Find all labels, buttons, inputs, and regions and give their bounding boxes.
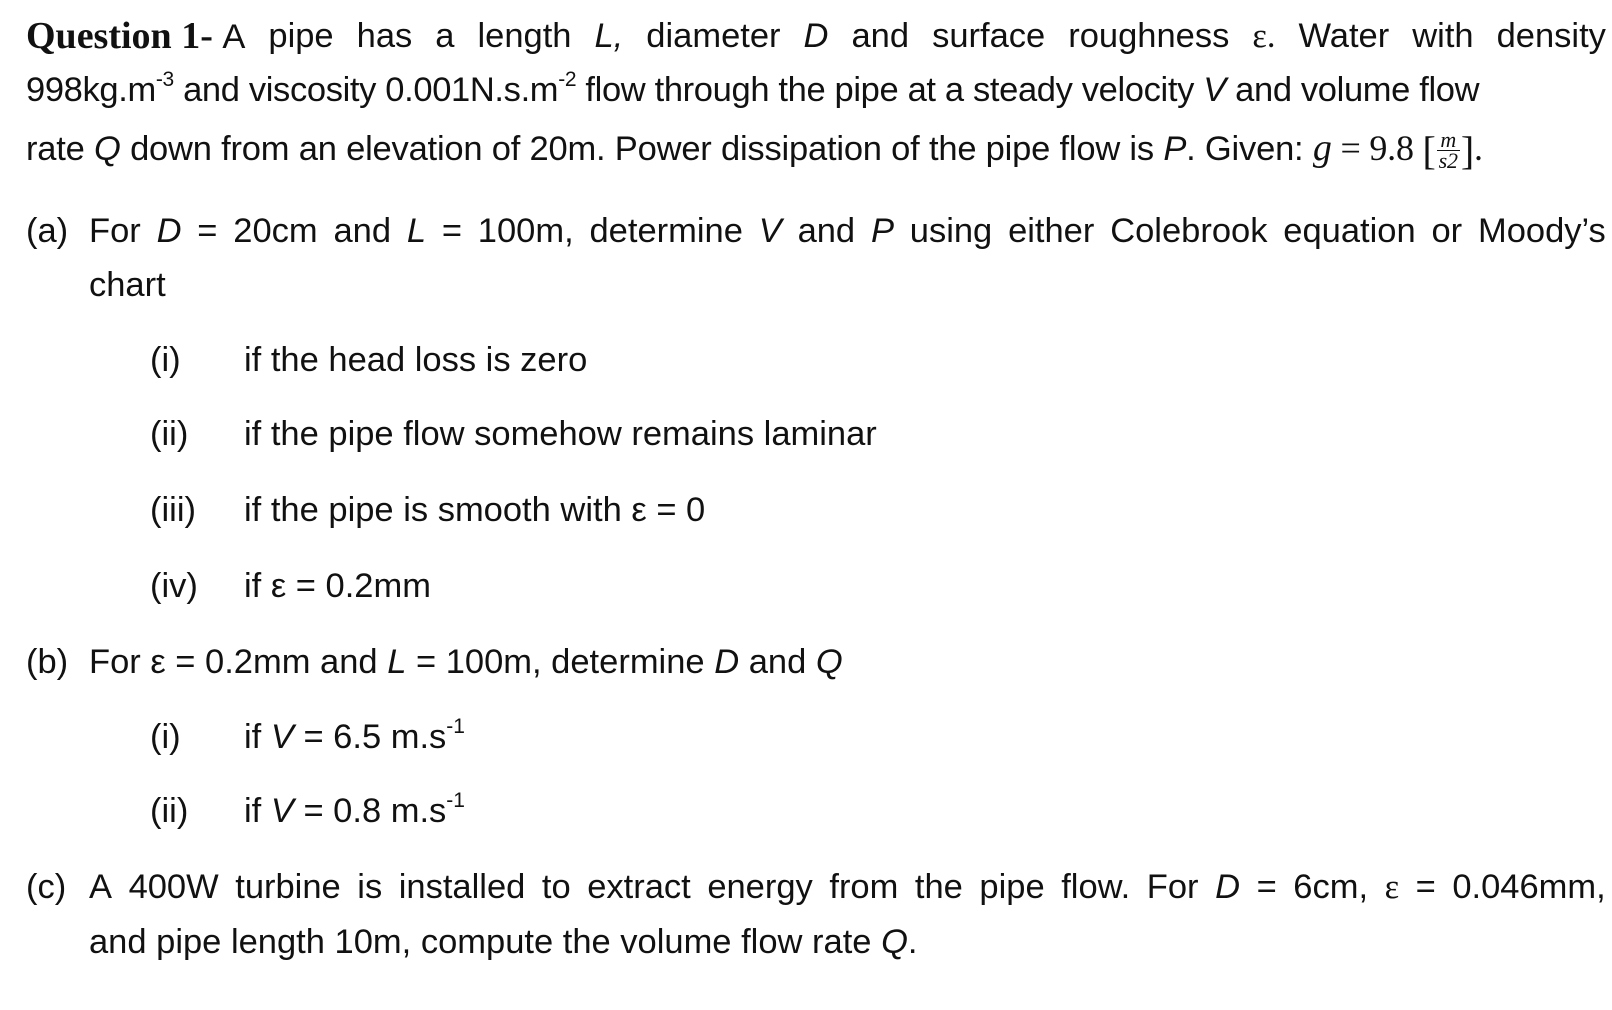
part-a-word: L [406,212,427,250]
velocity-exponent: -1 [446,715,465,738]
part-a-word: = [441,212,462,250]
gravity-unit-fraction [1437,127,1460,174]
velocity-symbol: V [1203,71,1226,109]
part-c-word: from [829,868,899,906]
density-value: 998kg.m [26,71,156,109]
part-c-label: (c) [26,868,67,906]
right-bracket: ] [1460,127,1474,173]
part-c-word: = [1415,868,1436,906]
part-c-word: installed [398,868,526,906]
part-c-line-1 [89,865,1606,909]
part-c-word: 6cm, [1293,868,1369,906]
part-b-item-label: (i) [150,718,181,756]
part-c-word: D [1215,868,1241,906]
intro-word: pipe [268,17,334,55]
question-line-3 [26,126,1483,173]
part-b-text [89,640,843,684]
intro-word: surface [932,17,1046,55]
part-c-word: A [89,868,113,906]
part-c-line-2 [89,920,918,964]
part-c-word: flow. [1061,868,1131,906]
rate-text: rate [26,130,95,168]
intro-word: L, [594,17,624,55]
velocity-symbol: V [270,792,294,830]
part-b-pre: For ε = 0.2mm and [89,643,388,681]
intro-word: Water [1298,17,1390,55]
part-a-item-text: if ε = 0.2mm [244,567,431,605]
intro-word: length [477,17,572,55]
part-a-line-1 [89,209,1606,253]
viscosity-exponent: -2 [558,68,577,91]
part-a-word: using [909,212,993,250]
part-a-word: and [797,212,856,250]
part-a-word: or [1431,212,1463,250]
item-pre: if [244,792,271,830]
question-dash: - [200,15,223,57]
part-b-item-text [244,789,465,833]
part-c-word: to [541,868,571,906]
part-a-line-2: chart [89,266,166,304]
intro-word: A [222,18,246,56]
part-a-word: either [1008,212,1095,250]
question-title: Question 1 [26,15,201,57]
part-a-word: and [333,212,392,250]
velocity-exponent: -1 [446,789,465,812]
diameter-symbol: D [714,643,740,681]
part-b-mid: = 100m, determine [406,643,715,681]
part-c-word: energy [707,868,813,906]
intro-word: D [803,17,829,55]
part-a-item-label: (i) [150,341,181,379]
flow-rate-symbol: Q [815,643,843,681]
unit-numerator: m [1437,130,1460,151]
part-a-item-text: if the pipe flow somehow remains laminar [244,415,877,453]
viscosity-text: and viscosity 0.001N.s.m [173,71,559,109]
given-text: . Given: [1186,130,1313,168]
elevation-text: down from an elevation of 20m. Power dissipation of the pipe flow is [120,130,1164,168]
intro-word: ε. [1252,17,1276,55]
velocity-symbol: V [270,718,294,756]
part-a-word: equation [1283,212,1416,250]
flow-text: flow through the pipe at a steady velocity [576,71,1204,109]
length-symbol: L [387,643,407,681]
part-a-word: 100m, [477,212,574,250]
part-c-word: 400W [128,868,219,906]
part-c-word: the [914,868,963,906]
question-heading [26,14,245,59]
part-a-word: 20cm [233,212,318,250]
part-a-word: P [870,212,894,250]
part-a-word: D [156,212,182,250]
part-a-word: V [758,212,782,250]
part-c-line-2-text: and pipe length 10m, compute the volume flow rate [89,923,882,961]
intro-word: with [1412,17,1474,55]
line-end-period: . [907,923,918,961]
item-pre: if [244,718,271,756]
part-a-item-label: (iii) [150,491,196,529]
part-a-item-text: if the pipe is smooth with ε = 0 [244,491,706,529]
intro-word: has [356,17,413,55]
line-end-period: . [1473,128,1483,168]
part-c-word: 0.046mm, [1452,868,1606,906]
velocity-value: = 6.5 m.s [293,718,447,756]
part-a-item-label: (iv) [150,567,198,605]
part-b-and: and [739,643,816,681]
question-line-1 [26,14,1606,59]
flow-rate-symbol: Q [94,130,121,168]
density-exponent: -3 [155,68,174,91]
part-a-word: For [89,212,141,250]
intro-word: density [1496,17,1606,55]
part-c-word: extract [587,868,691,906]
part-a-item-label: (ii) [150,415,189,453]
intro-word: a [435,17,455,55]
part-b-item-label: (ii) [150,792,189,830]
gravity-symbol: g [1312,127,1332,169]
question-line-2 [26,68,1479,112]
part-a-label: (a) [26,212,69,250]
part-a-item-text: if the head loss is zero [244,341,588,379]
flow-rate-symbol: Q [881,923,908,961]
part-a-word: Colebrook [1110,212,1268,250]
part-c-word: is [357,868,383,906]
volume-flow-text: and volume flow [1225,71,1480,109]
part-b-label: (b) [26,643,69,681]
power-symbol: P [1163,130,1187,168]
part-a-word: = [197,212,218,250]
gravity-value: = 9.8 [1331,128,1423,168]
unit-denominator: s2 [1438,148,1458,174]
part-a-word: Moody’s [1477,212,1606,250]
part-a-word: determine [589,212,743,250]
part-c-word: For [1146,868,1199,906]
intro-word: diameter [646,17,781,55]
left-bracket: [ [1422,127,1436,173]
part-c-word: = [1256,868,1277,906]
intro-word: and [851,17,910,55]
part-c-word: pipe [979,868,1045,906]
velocity-value: = 0.8 m.s [293,792,447,830]
part-c-word: ε [1384,868,1400,906]
intro-word: roughness [1068,17,1230,55]
part-c-word: turbine [235,868,341,906]
part-b-item-text [244,715,465,759]
